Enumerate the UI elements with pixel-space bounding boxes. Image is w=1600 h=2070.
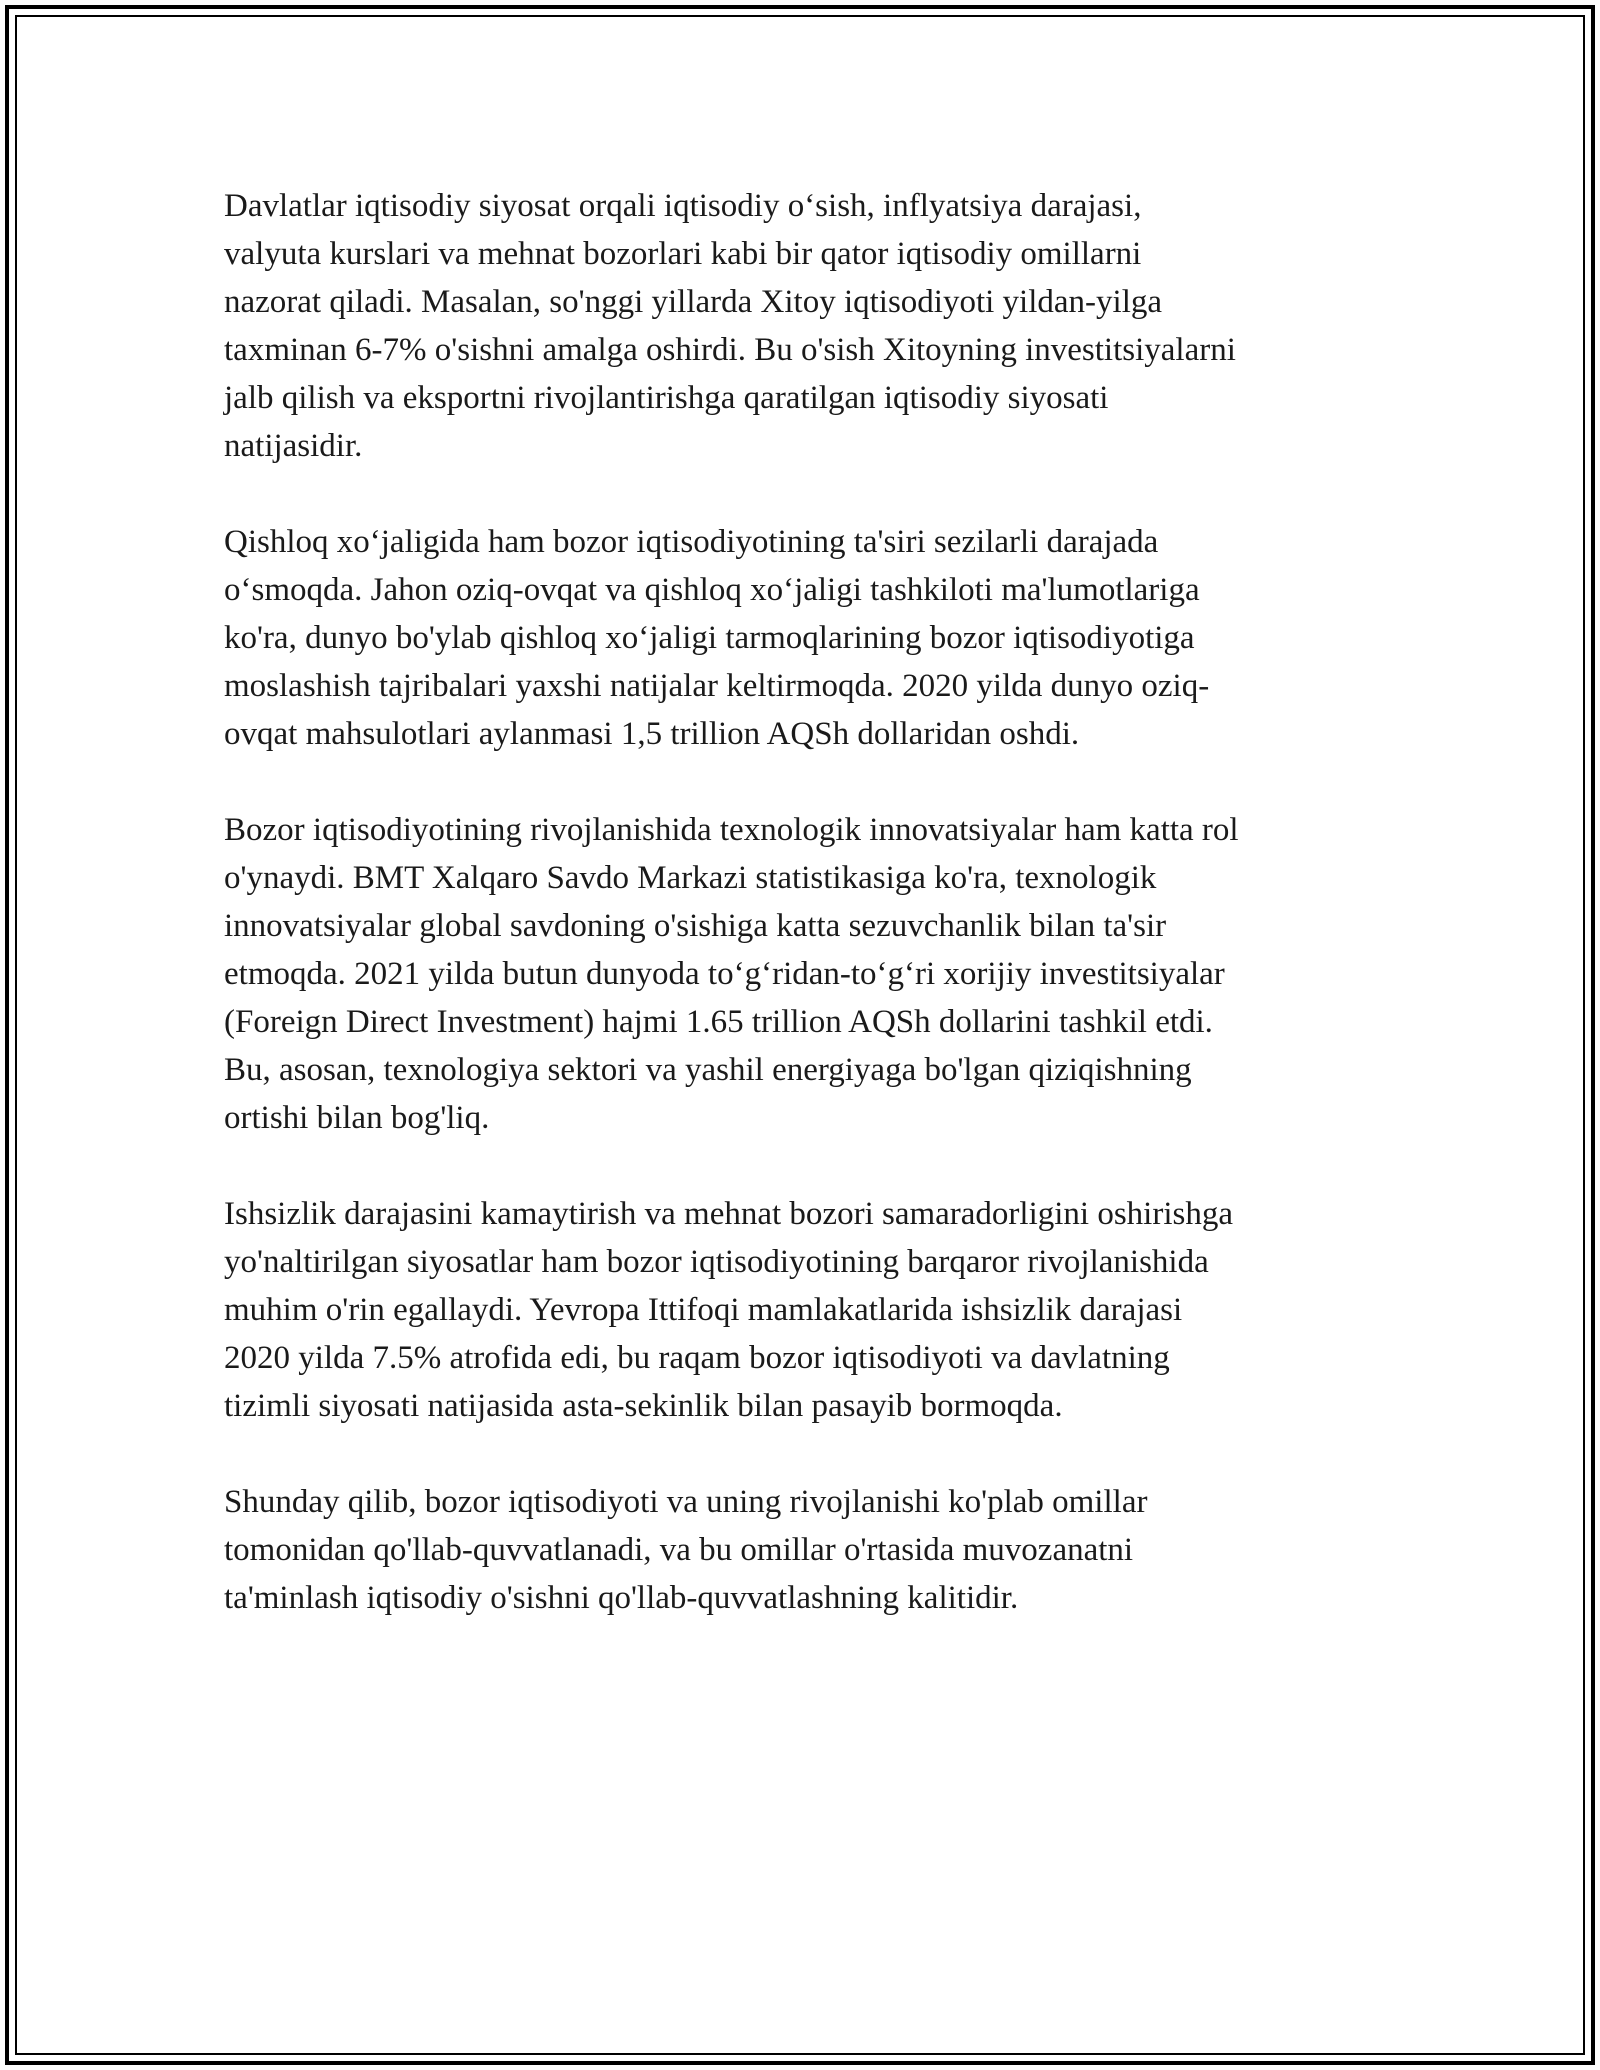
paragraph-agriculture: Qishloq xo‘jaligida ham bozor iqtisodiyotining ta'siri sezilarli darajada o‘smoqda. Jahon oziq-ovqat va qishloq xo‘jaligi tashkiloti ma'lumotlariga ko'ra, dunyo bo'ylab qishloq xo‘jaligi tarmoqlarining bozor iqtisodiyotiga moslashish tajribalari yaxshi natijalar keltirmoqda. 2020 yilda dunyo oziq- ovqat mahsulotlari aylanmasi 1,5 trillion AQSh dollaridan oshdi. xyxy=(224,524,1210,752)
document-body xyxy=(224,182,1374,1670)
paragraph-economic-policy: Davlatlar iqtisodiy siyosat orqali iqtisodiy o‘sish, inflyatsiya darajasi, valyuta kurslari va mehnat bozorlari kabi bir qator iqtisodiy omillarni nazorat qiladi. Masalan, so'nggi yillarda Xitoy iqtisodiyoti yildan-yilga taxminan 6-7% o'sishni amalga oshirdi. Bu o'sish Xitoyning investitsiyalarni jalb qilish va eksportni rivojlantirishga qaratilgan iqtisodiy siyosati natijasidir. xyxy=(224,188,1236,464)
paragraph-unemployment: Ishsizlik darajasini kamaytirish va mehnat bozori samaradorligini oshirishga yo'naltirilgan siyosatlar ham bozor iqtisodiyotining barqaror rivojlanishida muhim o'rin egallaydi. Yevropa Ittifoqi mamlakatlarida ishsizlik darajasi 2020 yilda 7.5% atrofida edi, bu raqam bozor iqtisodiyoti va davlatning tizimli siyosati natijasida asta-sekinlik bilan pasayib bormoqda. xyxy=(224,1196,1233,1424)
paragraph-technology: Bozor iqtisodiyotining rivojlanishida texnologik innovatsiyalar ham katta rol o'ynaydi. BMT Xalqaro Savdo Markazi statistikasiga ko'ra, texnologik innovatsiyalar global savdoning o'sishiga katta sezuvchanlik bilan ta'sir etmoqda. 2021 yilda butun dunyoda to‘g‘ridan-to‘g‘ri xorijiy investitsiyalar (Foreign Direct Investment) hajmi 1.65 trillion AQSh dollarini tashkil etdi. Bu, asosan, texnologiya sektori va yashil energiyaga bo'lgan qiziqishning ortishi bilan bog'liq. xyxy=(224,812,1239,1136)
paragraph-conclusion: Shunday qilib, bozor iqtisodiyoti va uning rivojlanishi ko'plab omillar tomonidan qo'llab-quvvatlanadi, va bu omillar o'rtasida muvozanatni ta'minlash iqtisodiy o'sishni qo'llab-quvvatlashning kalitidir. xyxy=(224,1484,1148,1616)
